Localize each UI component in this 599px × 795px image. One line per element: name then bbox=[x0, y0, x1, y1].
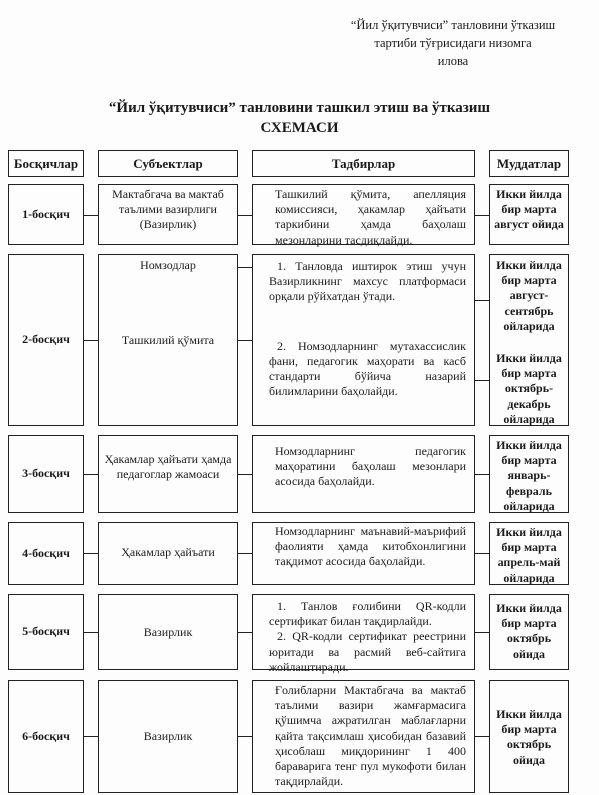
deadline-2 bbox=[489, 254, 569, 426]
action-text: Номзодларнинг педагогик маҳоратини баҳолаш мезонлари асосида баҳолайди. bbox=[275, 444, 466, 489]
deadline-1: Икки йилда бир марта август ойида bbox=[489, 184, 569, 245]
connector bbox=[475, 736, 489, 737]
deadline-2-bottom: Икки йилда бир марта октябрь-декабрь ойларида bbox=[496, 351, 562, 426]
actions-6 bbox=[252, 680, 475, 793]
actions-4 bbox=[252, 522, 475, 585]
connector bbox=[238, 632, 252, 633]
header-actions: Тадбирлар bbox=[252, 150, 475, 177]
actions-5 bbox=[252, 594, 475, 674]
subject-1: Мактабгача ва мактаб таълими вазирлиги (Вазирлик) bbox=[98, 184, 238, 245]
stage-3: 3-босқич bbox=[8, 435, 84, 513]
connector bbox=[84, 632, 98, 633]
actions-3 bbox=[252, 435, 475, 513]
deadline-3: Икки йилда бир марта январь-февраль ойларида bbox=[489, 435, 569, 513]
action-text: 2. Номзодларнинг мутахассислик фани, педагогик маҳорати ва касб стандарти бўйича назарий билимларини баҳолайди. bbox=[269, 338, 466, 399]
action-text: 2. QR-кодли сертификат реестрини юритади ва расмий веб-сайтига жойлаштиради. bbox=[269, 629, 466, 674]
connector bbox=[84, 553, 98, 554]
connector bbox=[238, 553, 252, 554]
deadline-5: Икки йилда бир марта октябрь ойида bbox=[489, 594, 569, 670]
subject-5 bbox=[98, 594, 238, 670]
subject-2-mid: Ташкилий қўмита bbox=[121, 333, 215, 347]
connector bbox=[475, 632, 489, 633]
connector bbox=[84, 474, 98, 475]
document-title: “Йил ўқитувчиси” танловини ташкил этиш ва ўтказиш bbox=[108, 100, 491, 116]
subject-3-text: Ҳакамлар ҳайъати ҳамда педагоглар жамоаси bbox=[104, 452, 232, 482]
connector bbox=[475, 380, 489, 381]
action-text: 1. Танловда иштирок этиш учун Вазирликнинг махсус платформаси орқали рўйхатдан ўтади. bbox=[269, 259, 466, 304]
subject-5-text: Вазирлик bbox=[143, 625, 193, 639]
actions-2 bbox=[252, 254, 475, 426]
connector bbox=[84, 736, 98, 737]
subject-4 bbox=[98, 522, 238, 585]
header-subjects: Субъектлар bbox=[98, 150, 238, 177]
stage-2: 2-босқич bbox=[8, 254, 84, 426]
header-stages: Босқичлар bbox=[8, 150, 84, 177]
annex-note bbox=[318, 16, 588, 70]
connector bbox=[238, 736, 252, 737]
actions-1 bbox=[252, 184, 475, 245]
subject-2-top: Номзодлар bbox=[140, 258, 196, 272]
subject-2 bbox=[98, 254, 238, 426]
stage-1: 1-босқич bbox=[8, 184, 84, 245]
annex-line: “Йил ўқитувчиси” танловини ўтказиш bbox=[350, 18, 556, 32]
subject-6 bbox=[98, 680, 238, 793]
connector bbox=[238, 474, 252, 475]
connector bbox=[238, 215, 252, 216]
connector bbox=[238, 340, 252, 341]
action-text: 1. Танлов ғолибини QR-кодли сертификат билан тақдирлайди. bbox=[269, 599, 466, 629]
annex-line: илова bbox=[437, 54, 469, 68]
header-deadlines: Муддатлар bbox=[489, 150, 569, 177]
action-text: Ғолибларни Мактабгача ва мактаб таълими вазири жамғармасига қўшимча ажратилган маблағларни қайта тақсимлаш ҳисобидан базавий ҳисоблаш миқдорининг 1 400 бараварига тенг пул мукофоти билан тақдирлайди. bbox=[275, 683, 466, 789]
deadline-4: Икки йилда бир марта апрель-май ойларида bbox=[489, 522, 569, 585]
action-text: Номзодларнинг маънавий-маърифий фаолияти ҳамда китобхонлигини тақдимот асосида баҳолайди. bbox=[275, 524, 466, 569]
subject-3 bbox=[98, 435, 238, 513]
stage-5: 5-босқич bbox=[8, 594, 84, 670]
connector bbox=[84, 215, 98, 216]
connector bbox=[475, 474, 489, 475]
subject-6-text: Вазирлик bbox=[143, 729, 193, 743]
subject-4-text: Ҳакамлар ҳайъати bbox=[121, 545, 215, 559]
connector bbox=[84, 340, 98, 341]
annex-line: тартиби тўғрисидаги низомга bbox=[374, 36, 532, 50]
connector bbox=[475, 300, 489, 301]
connector bbox=[475, 215, 489, 216]
deadline-6: Икки йилда бир марта октябрь ойида bbox=[489, 680, 569, 793]
stage-4: 4-босқич bbox=[8, 522, 84, 585]
deadline-2-top: Икки йилда бир марта август-сентябрь ойларида bbox=[496, 258, 562, 333]
connector bbox=[475, 553, 489, 554]
action-text: Ташкилий қўмита, апелляция комиссияси, ҳакамлар ҳайъати таркибини ҳамда баҳолаш мезонларини тасдиқлайди. bbox=[275, 187, 466, 247]
document-subtitle: СХЕМАСИ bbox=[260, 120, 339, 136]
stage-6: 6-босқич bbox=[8, 680, 84, 793]
connector bbox=[238, 267, 252, 268]
